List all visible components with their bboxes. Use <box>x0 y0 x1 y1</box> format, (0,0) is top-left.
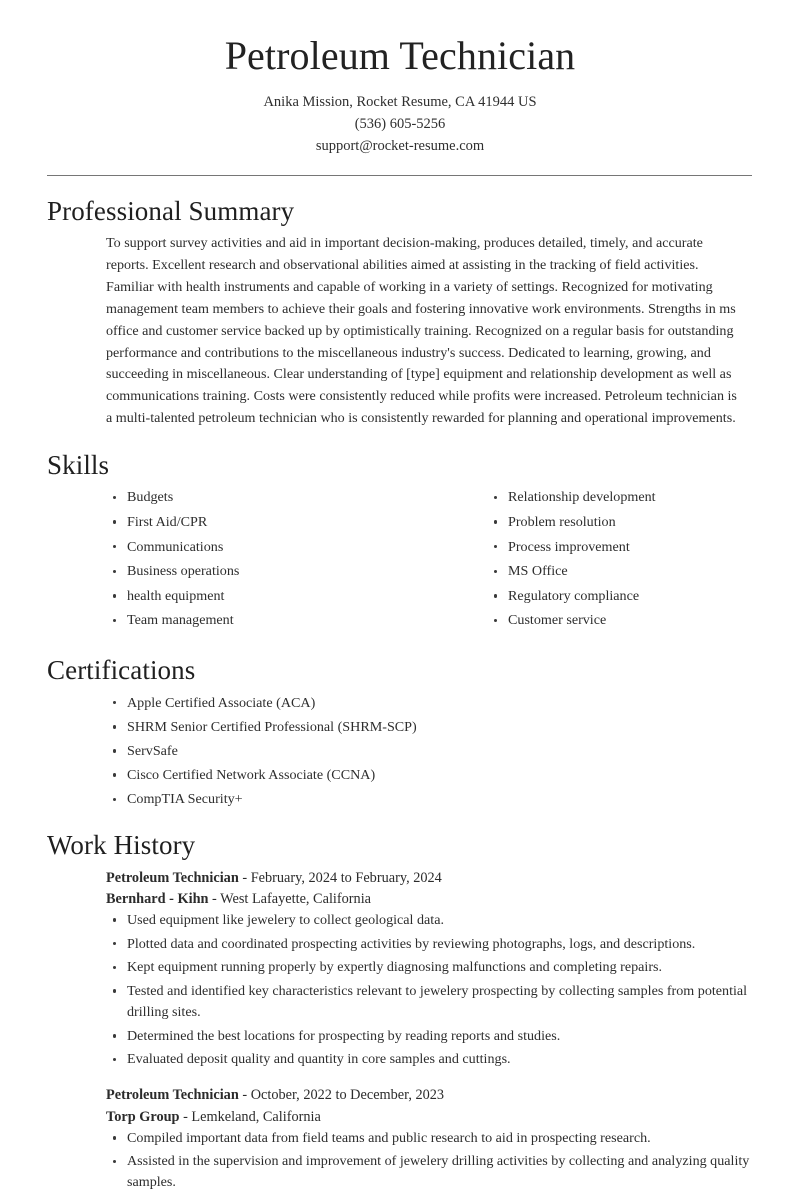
job-title-line <box>106 1085 752 1106</box>
job-dates: - February, 2024 to February, 2024 <box>238 869 442 886</box>
skill-item: Regulatory compliance <box>487 586 752 607</box>
skills-list-left <box>106 487 429 631</box>
job-responsibility-item: Compiled important data from field teams and public research to aid in prospecting research. <box>106 1128 752 1149</box>
skill-item: Business operations <box>106 561 429 582</box>
skills-list-right <box>487 487 752 631</box>
job-responsibility-item: Evaluated deposit quality and quantity in core samples and cuttings. <box>106 1049 752 1070</box>
section-heading-work-history: Work History <box>47 830 196 861</box>
section-work-history <box>0 829 800 1193</box>
job-company-line <box>106 889 752 910</box>
skill-item: First Aid/CPR <box>106 512 429 533</box>
certification-item: Apple Certified Associate (ACA) <box>106 693 752 714</box>
skill-item: Budgets <box>106 487 429 508</box>
skills-body <box>47 487 752 635</box>
skill-item: health equipment <box>106 586 429 607</box>
job-responsibility-item: Used equipment like jewelery to collect geological data. <box>106 910 752 931</box>
section-professional-summary <box>0 195 800 430</box>
job-title-line <box>106 868 752 889</box>
skill-item: Customer service <box>487 610 752 631</box>
job-responsibility-list <box>106 1128 752 1194</box>
certification-item: SHRM Senior Certified Professional (SHRM-SCP) <box>106 717 752 738</box>
job-responsibility-list <box>106 910 752 1070</box>
section-skills <box>0 449 800 635</box>
work-history-body <box>47 868 752 1194</box>
skill-item: MS Office <box>487 561 752 582</box>
section-heading-certifications: Certifications <box>47 655 196 686</box>
job-dates: - October, 2022 to December, 2023 <box>238 1087 445 1104</box>
work-history-entry <box>106 1085 752 1193</box>
skill-item: Process improvement <box>487 537 752 558</box>
skill-item: Team management <box>106 610 429 631</box>
skill-item: Communications <box>106 537 429 558</box>
section-heading-skills: Skills <box>47 449 110 480</box>
job-company: Bernhard - Kihn <box>106 890 209 907</box>
job-title: Petroleum Technician <box>106 1087 239 1104</box>
contact-address: Anika Mission, Rocket Resume, CA 41944 US <box>263 93 537 110</box>
resume-header <box>0 0 800 157</box>
job-location: - West Lafayette, California <box>208 890 372 907</box>
section-heading-summary: Professional Summary <box>47 195 295 226</box>
job-responsibility-item: Kept equipment running properly by expertly diagnosing malfunctions and completing repairs. <box>106 957 752 978</box>
header-divider <box>47 175 752 176</box>
job-company-line <box>106 1107 752 1128</box>
contact-phone: (536) 605-5256 <box>354 115 446 132</box>
job-responsibility-item: Assisted in the supervision and improvement of jewelery drilling activities by collecting and analyzing quality samples. <box>106 1151 752 1193</box>
job-responsibility-item: Plotted data and coordinated prospecting activities by reviewing photographs, logs, and descriptions. <box>106 934 752 955</box>
skills-column-right <box>429 487 752 635</box>
certification-item: CompTIA Security+ <box>106 789 752 810</box>
contact-email: support@rocket-resume.com <box>315 137 485 154</box>
certification-item: Cisco Certified Network Associate (CCNA) <box>106 765 752 786</box>
work-history-entry <box>106 868 752 1071</box>
skills-columns <box>106 487 752 635</box>
job-company: Torp Group <box>106 1108 180 1125</box>
page-title: Petroleum Technician <box>224 33 576 78</box>
section-certifications <box>0 654 800 810</box>
job-title: Petroleum Technician <box>106 869 239 886</box>
skill-item: Relationship development <box>487 487 752 508</box>
job-responsibility-item: Tested and identified key characteristics relevant to jewelery prospecting by collecting samples from potential drilling sites. <box>106 981 752 1023</box>
skills-column-left <box>106 487 429 635</box>
certification-item: ServSafe <box>106 741 752 762</box>
job-location: - Lemkeland, California <box>179 1108 321 1125</box>
skill-item: Problem resolution <box>487 512 752 533</box>
job-responsibility-item: Determined the best locations for prospecting by reading reports and studies. <box>106 1026 752 1047</box>
certifications-list <box>106 693 752 811</box>
certifications-body <box>47 693 752 811</box>
summary-body <box>47 233 752 430</box>
summary-paragraph: To support survey activities and aid in important decision-making, produces detailed, timely, and accurate reports. Excellent research and observational abilities aimed at assisting in the tracking of field activities. Familiar with health instruments and capable of working in a variety of settings. Recognized for motivating management team members to achieve their goals and fostering innovative work environments. Strengths in ms office and customer service backed up by optimistically training. Recognized on a regular basis for outstanding performance and contributions to the miscellaneous industry's success. Dedicated to learning, growing, and succeeding in miscellaneous. Clear understanding of [type] equipment and relationship development as well as communications training. Costs were consistently reduced while profits were increased. Petroleum technician is a multi-talented petroleum technician who is consistently rewarded for planning and operational improvements. <box>106 235 737 427</box>
